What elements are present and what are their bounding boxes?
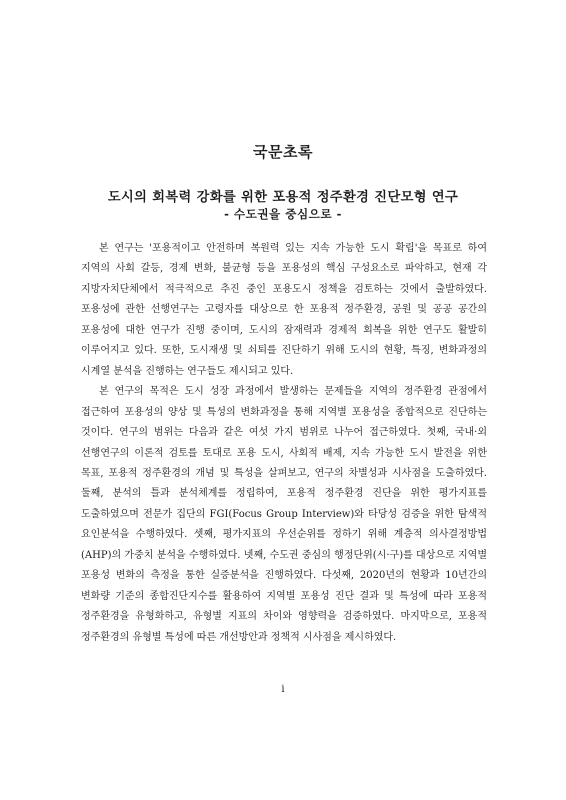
page-number: i [281, 684, 285, 695]
abstract-paragraph-1: 본 연구는 '포용적이고 안전하며 복원력 있는 지속 가능한 도시 확립'을 목표로 하여 지역의 사회 갈등, 경제 변화, 불균형 등을 포용성의 핵심 구성요소로 파악하고, 현재 각 지방자치단체에서 적극적으로 추진 중인 포용도시 정책을 검토하는 것에서 출발하였다. 포용성에 관한 선행연구는 고령자를 대상으로 한 포용적 정주환경, 공원 및 공공 공간의 포용성에 대한 연구가 진행 중이며, 도시의 잠재력과 경제적 회복을 위한 연구도 활발히 이루어지고 있다. 또한, 도시재생 및 쇠퇴를 진단하기 위해 도시의 현황, 특징, 변화과정의 시계열 분석을 진행하는 연구들도 제시되고 있다. [81, 243, 487, 377]
subtitle: - 수도권을 중심으로 - [224, 207, 342, 221]
main-title: 도시의 회복력 강화를 위한 포용적 정주환경 진단모형 연구 [107, 190, 459, 205]
abstract-paragraph-2: 본 연구의 목적은 도시 성장 과정에서 발생하는 문제들을 지역의 정주환경 관점에서 접근하여 포용성의 양상 및 특성의 변화과정을 통해 지역별 포용성을 종합적으로 진단하는 것이다. 연구의 범위는 다음과 같은 여섯 가지 범위로 나누어 접근하였다. 첫째, 국내·외 선행연구의 이론적 검토를 토대로 포용 도시, 사회적 배제, 지속 가능한 도시 발전을 위한 목표, 포용적 정주환경의 개념 및 특성을 살펴보고, 연구의 차별성과 시사점을 도출하였다. 둘째, 분석의 틀과 분석체계를 정립하여, 포용적 정주환경 진단을 위한 평가지표를 도출하였으며 전문가 집단의 FGI(Focus Group Interview)와 타당성 검증을 위한 탐색적 요인분석을 수행하였다. 셋째, 평가지표의 우선순위를 정하기 위해 계층적 의사결정방법(AHP)의 가중치 분석을 수행하였다. 넷째, 수도권 중심의 행정단위(시·구)를 대상으로 지역별 포용성 변화의 측정을 통한 실증분석을 진행하였다. 다섯째, 2020년의 현황과 10년간의 변화량 기준의 종합진단지수를 활용하여 지역별 포용성 진단 결과 및 특성에 따라 포용적 정주환경을 유형화하고, 유형별 지표의 차이와 영향력을 검증하였다. 마지막으로, 포용적 정주환경의 유형별 특성에 따른 개선방안과 정책적 시사점을 제시하였다. [81, 386, 487, 643]
section-title: 국문초록 [253, 143, 313, 161]
abstract-body [81, 239, 487, 648]
